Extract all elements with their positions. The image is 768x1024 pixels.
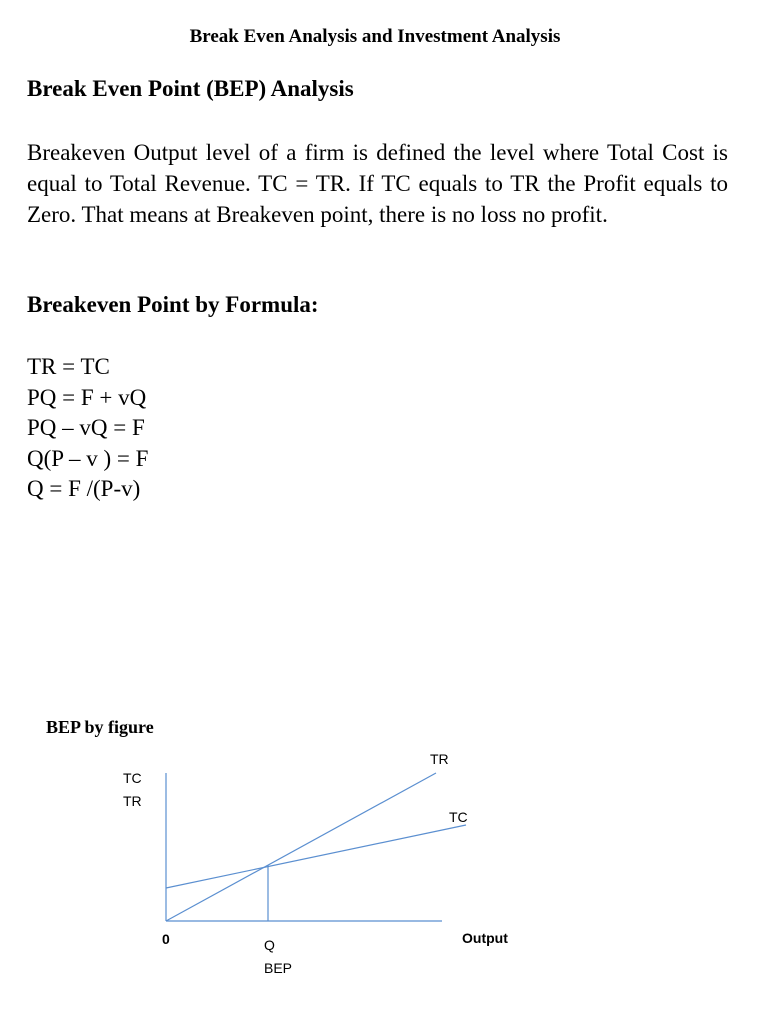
origin-label: 0 — [162, 931, 170, 947]
formula-list — [27, 352, 148, 505]
bep-analysis-heading: Break Even Point (BEP) Analysis — [27, 76, 354, 101]
y-axis-label-tc: TC — [123, 770, 142, 786]
bep-formula-heading: Breakeven Point by Formula: — [27, 292, 319, 317]
tc-line — [166, 825, 466, 888]
y-axis-label-tr: TR — [123, 793, 142, 809]
bep-quantity-label: Q — [264, 937, 275, 953]
bep-label: BEP — [264, 960, 293, 976]
tr-line-label: TR — [430, 751, 449, 767]
formula-line: PQ – vQ = F — [27, 415, 145, 440]
bep-definition-paragraph: Breakeven Output level of a firm is defined the level where Total Cost is equal to Total Revenue. TC = TR. If TC equals to TR the Profit equals to Zero. That means at Breakeven point, there is no loss no profit. — [27, 140, 728, 227]
formula-line: TR = TC — [27, 354, 110, 379]
page-header: Break Even Analysis and Investment Analysis — [189, 26, 561, 47]
formula-line: PQ = F + vQ — [27, 384, 147, 410]
formula-line: Q = F /(P-v) — [27, 476, 141, 501]
tr-line — [166, 773, 436, 921]
x-axis-label: Output — [462, 930, 508, 946]
tc-line-label: TC — [449, 809, 468, 825]
formula-line: Q(P – v ) = F — [27, 445, 149, 471]
figure-title: BEP by figure — [46, 717, 154, 737]
